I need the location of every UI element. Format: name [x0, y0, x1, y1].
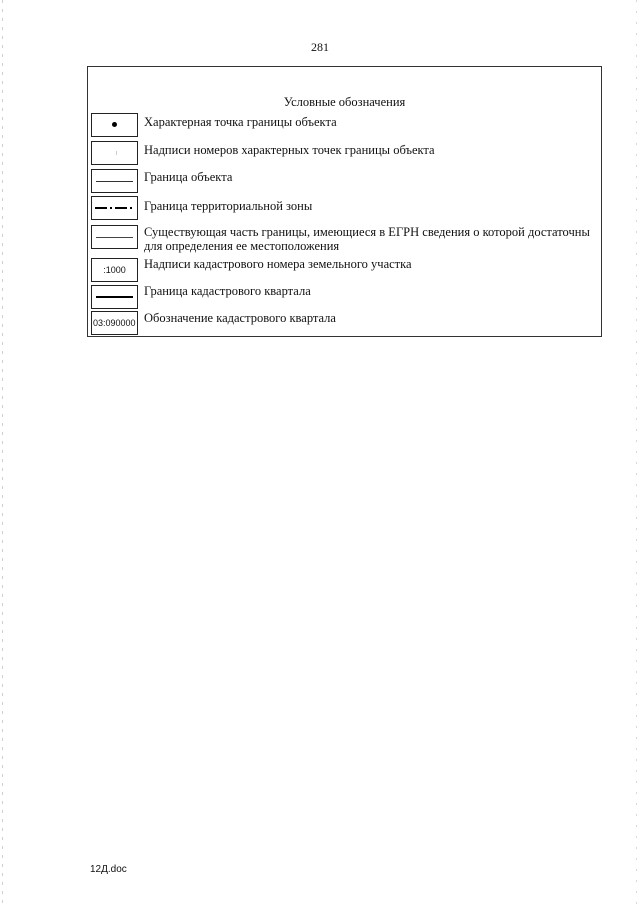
page-number: 281	[311, 40, 329, 54]
legend-box	[87, 66, 602, 337]
legend-symbol	[91, 196, 138, 220]
thick-line-icon	[96, 296, 133, 298]
point-dot-icon	[112, 122, 117, 127]
parcel-number-label-icon: :1000	[103, 265, 126, 275]
legend-symbol	[91, 113, 138, 137]
legend-symbol	[91, 311, 138, 335]
legend-item-label: Характерная точка границы объекта	[144, 115, 337, 129]
legend-item-label: Надписи кадастрового номера земельного участка	[144, 257, 412, 271]
thin-line-icon	[96, 181, 133, 182]
legend-item-label: Существующая часть границы, имеющиеся в ЕГРН сведения о которой достаточны для определения ее местоположения	[144, 225, 590, 253]
thin-line-icon	[96, 237, 133, 238]
legend-item-label: Граница территориальной зоны	[144, 199, 313, 213]
dash-dot-line-icon	[92, 197, 137, 219]
quarter-code-label-icon: 03:090000	[93, 318, 136, 328]
point-number-label-icon	[116, 151, 117, 155]
legend-item-label: Обозначение кадастрового квартала	[144, 311, 336, 325]
legend-symbol	[91, 258, 138, 282]
legend-symbol	[91, 141, 138, 165]
legend-symbol	[91, 225, 138, 249]
legend-item-label: Граница объекта	[144, 170, 233, 184]
legend-item-label: Надписи номеров характерных точек границы объекта	[144, 143, 435, 157]
footer-filename: 12Д.doc	[90, 864, 127, 875]
legend-symbol	[91, 285, 138, 309]
legend-title: Условные обозначения	[283, 95, 406, 109]
scan-edge-right	[636, 0, 637, 905]
legend-symbol	[91, 169, 138, 193]
scan-edge-left	[2, 0, 3, 905]
legend-item-label: Граница кадастрового квартала	[144, 284, 311, 298]
